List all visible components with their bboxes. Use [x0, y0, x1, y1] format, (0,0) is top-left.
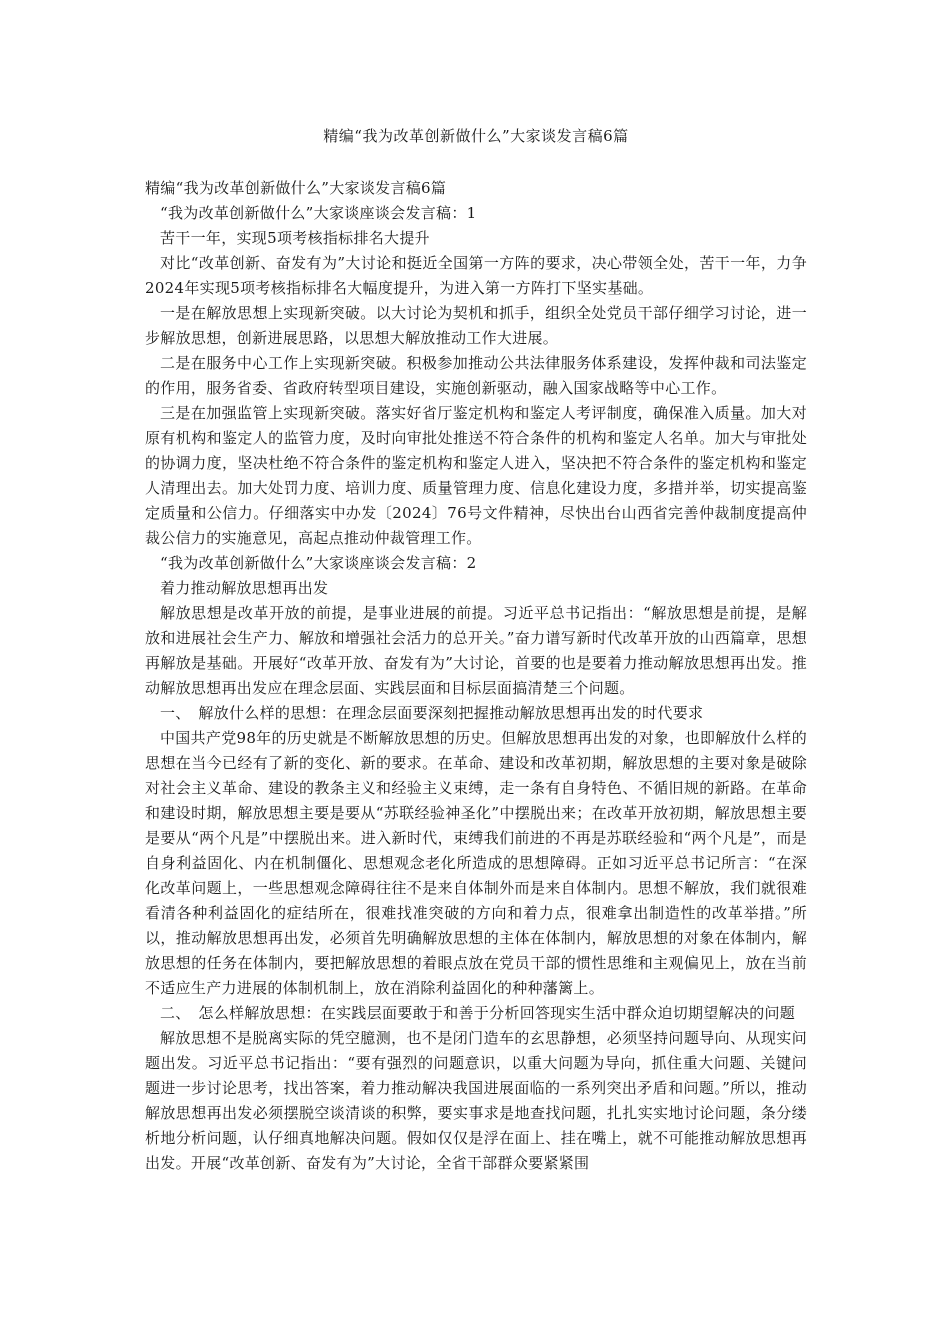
paragraph-body: 解放思想是改革开放的前提，是事业进展的前提。习近平总书记指出：“解放思想是前提，是解放和进展社会生产力、解放和增强社会活力的总开关。”奋力谱写新时代改革开放的山西篇章，思想再解放是基础。开展好“改革开放、奋发有为”大讨论，首要的也是要着力推动解放思想再出发。推动解放思想再出发应在理念层面、实践层面和目标层面搞清楚三个问题。 — [145, 604, 807, 697]
paragraph-section-heading: 二、 怎么样解放思想：在实践层面要敢于和善于分析回答现实生活中群众迫切期望解决的问题 — [160, 1004, 796, 1022]
document-page — [145, 124, 807, 1176]
paragraph-speech-2-title: “我为改革创新做什么”大家谈座谈会发言稿：2 — [160, 554, 477, 572]
paragraph-section-heading: 一、 解放什么样的思想：在理念层面要深刻把握推动解放思想再出发的时代要求 — [160, 704, 704, 722]
paragraph-body: 解放思想不是脱离实际的凭空臆测，也不是闭门造车的玄思静想，必须坚持问题导向、从现实问题出发。习近平总书记指出：“要有强烈的问题意识，以重大问题为导向，抓住重大问题、关键问题进一步讨论思考，找出答案，着力推动解决我国进展面临的一系列突出矛盾和问题。”所以，推动解放思想再出发必须摆脱空谈清谈的积弊，要实事求是地查找问题，扎扎实实地讨论问题，条分缕析地分析问题，认仔细真地解决问题。假如仅仅是浮在面上、挂在嘴上，就不可能推动解放思想再出发。开展“改革创新、奋发有为”大讨论，全省干部群众要紧紧围 — [145, 1029, 807, 1172]
document-title: 精编“我为改革创新做什么”大家谈发言稿6篇 — [323, 127, 629, 145]
paragraph-speech-2-subtitle: 着力推动解放思想再出发 — [160, 579, 329, 597]
paragraph-body: 中国共产党98年的历史就是不断解放思想的历史。但解放思想再出发的对象，也即解放什么样的思想在当今已经有了新的变化、新的要求。在革命、建设和改革初期，解放思想的主要对象是破除对社会主义革命、建设的教条主义和经验主义束缚，走一条有自身特色、不循旧规的新路。在革命和建设时期，解放思想主要是要从“苏联经验神圣化”中摆脱出来；在改革开放初期，解放思想主要是要从“两个凡是”中摆脱出来。进入新时代，束缚我们前进的不再是苏联经验和“两个凡是”，而是自身利益固化、内在机制僵化、思想观念老化所造成的思想障碍。正如习近平总书记所言：“在深化改革问题上，一些思想观念障碍往往不是来自体制外而是来自体制内。思想不解放，我们就很难看清各种利益固化的症结所在，很难找准突破的方向和着力点，很难拿出制造性的改革举措。”所以，推动解放思想再出发，必须首先明确解放思想的主体在体制内，解放思想的对象在体制内，解放思想的任务在体制内，要把解放思想的着眼点放在党员干部的惯性思维和主观偏见上，放在当前不适应生产力进展的体制机制上，放在消除利益固化的种种藩篱上。 — [145, 729, 807, 997]
paragraph-body: 对比“改革创新、奋发有为”大讨论和挺近全国第一方阵的要求，决心带领全处，苦干一年，力争2024年实现5项考核指标排名大幅度提升，为进入第一方阵打下坚实基础。 — [145, 254, 807, 297]
paragraph-speech-1-subtitle: 苦干一年，实现5项考核指标排名大提升 — [160, 229, 430, 247]
paragraph-body: 二是在服务中心工作上实现新突破。积极参加推动公共法律服务体系建设，发挥仲裁和司法鉴定的作用，服务省委、省政府转型项目建设，实施创新驱动，融入国家战略等中心工作。 — [145, 354, 807, 397]
paragraph-speech-1-title: “我为改革创新做什么”大家谈座谈会发言稿：1 — [160, 204, 477, 222]
paragraph-heading: 精编“我为改革创新做什么”大家谈发言稿6篇 — [145, 179, 447, 197]
paragraph-body: 一是在解放思想上实现新突破。以大讨论为契机和抓手，组织全处党员干部仔细学习讨论，进一步解放思想，创新进展思路，以思想大解放推动工作大进展。 — [145, 304, 807, 347]
paragraph-body: 三是在加强监管上实现新突破。落实好省厅鉴定机构和鉴定人考评制度，确保准入质量。加大对原有机构和鉴定人的监管力度，及时向审批处推送不符合条件的机构和鉴定人名单。加大与审批处的协调力度，坚决杜绝不符合条件的鉴定机构和鉴定人进入，坚决把不符合条件的鉴定机构和鉴定人清理出去。加大处罚力度、培训力度、质量管理力度、信息化建设力度，多措并举，切实提高鉴定质量和公信力。仔细落实中办发〔2024〕76号文件精神，尽快出台山西省完善仲裁制度提高仲裁公信力的实施意见，高起点推动仲裁管理工作。 — [145, 404, 807, 547]
